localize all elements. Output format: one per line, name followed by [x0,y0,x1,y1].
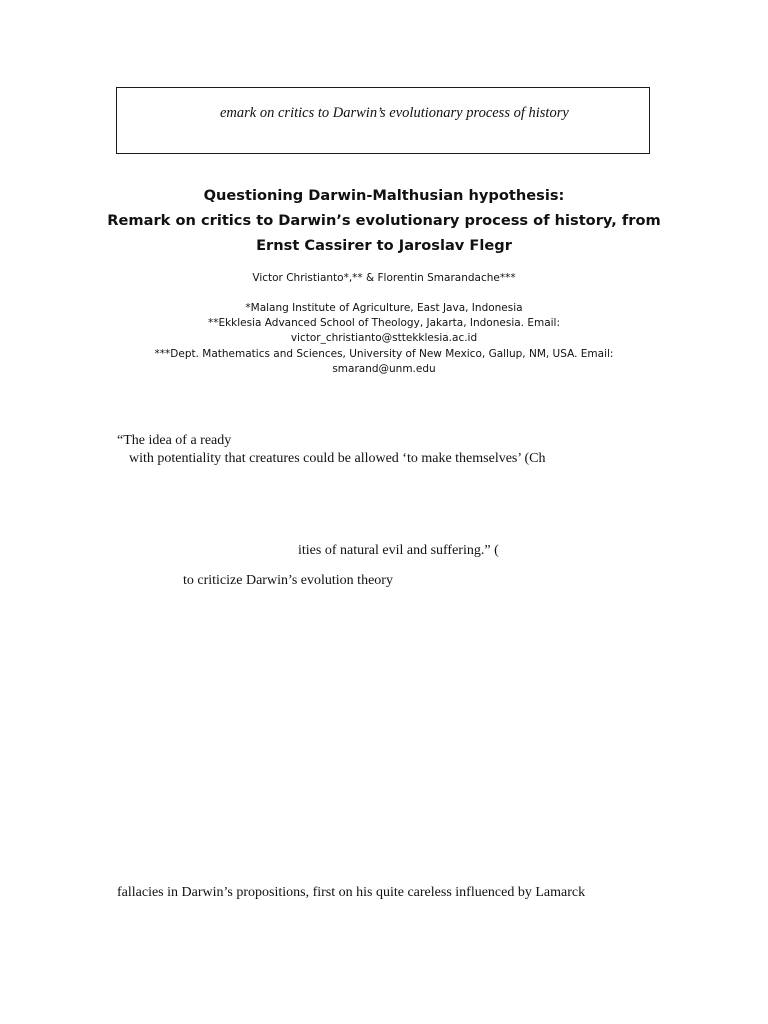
body-fragment-quote-start: “The idea of a ready [117,433,232,448]
body-fragment-potentiality: with potentiality that creatures could be allowed ‘to make themselves’ (Ch [129,451,546,466]
email-1: victor_christianto@sttekklesia.ac.id [290,332,478,345]
title-line-1: Questioning Darwin-Malthusian hypothesis: [203,187,565,204]
body-fragment-fallacies: fallacies in Darwin’s propositions, first on his quite careless influenced by Lamarck [117,885,586,900]
affiliation-2: **Ekklesia Advanced School of Theology, Jakarta, Indonesia. Email: [207,317,561,330]
running-header-text: emark on critics to Darwin’s evolutionary process of history [220,105,569,121]
affiliations-block [0,301,768,377]
affiliation-1: *Malang Institute of Agriculture, East Java, Indonesia [245,302,523,314]
authors-line: Victor Christianto*,** & Florentin Smarandache*** [252,272,516,284]
running-header-box [116,87,650,154]
body-fragment-natural-evil: ities of natural evil and suffering.” ( [298,543,499,558]
affiliation-3: ***Dept. Mathematics and Sciences, University of New Mexico, Gallup, NM, USA. Email: [154,347,614,360]
body-fragment-criticize: to criticize Darwin’s evolution theory [183,573,393,588]
title-line-3: Ernst Cassirer to Jaroslav Flegr [256,237,512,254]
title-line-2: Remark on critics to Darwin’s evolutionary process of history, from [107,212,661,229]
paper-title [0,183,768,258]
email-2: smarand@unm.edu [332,362,436,375]
